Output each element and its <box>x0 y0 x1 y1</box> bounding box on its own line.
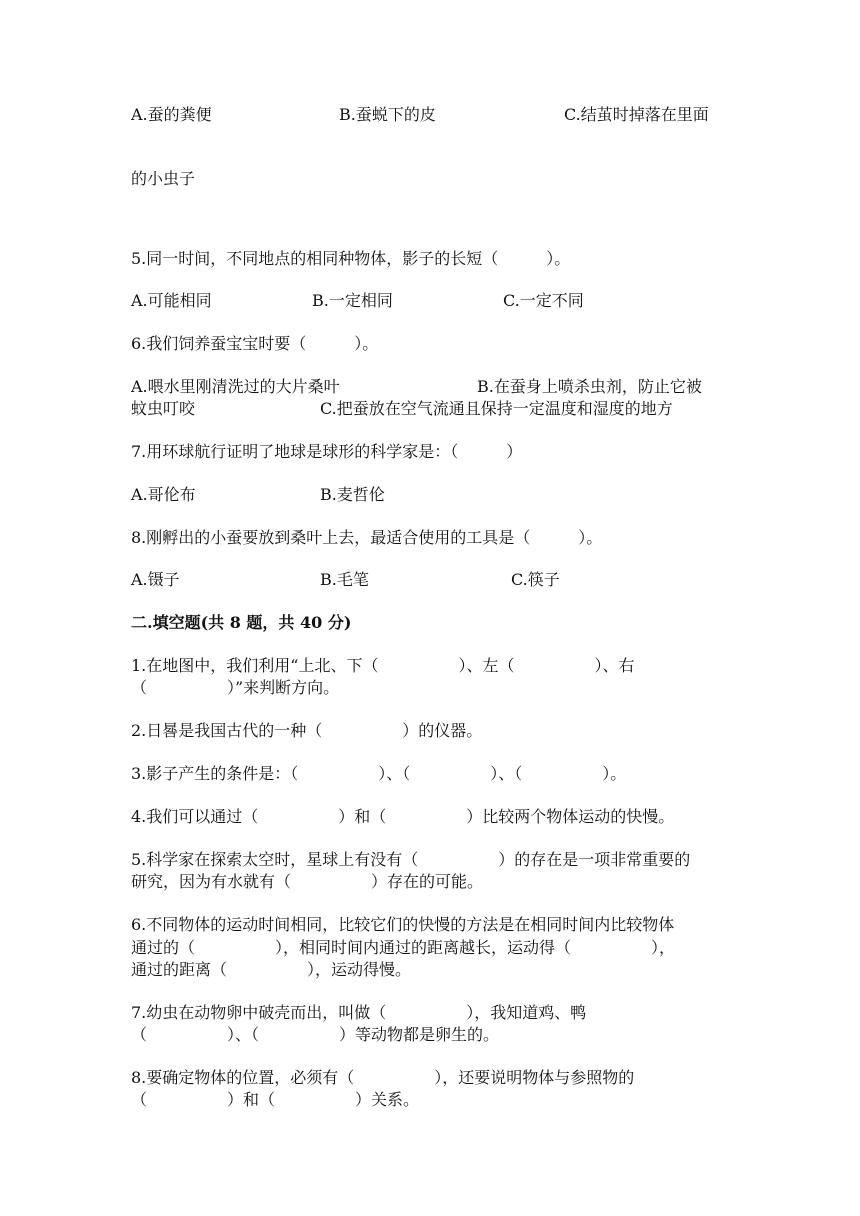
q5-option-b: B.一定相同 <box>312 291 393 310</box>
q4-option-a: A.蚕的粪便 <box>131 105 212 124</box>
q8-option-b: B.毛笔 <box>320 570 369 589</box>
fill-question-8-line2: （ ）和（ ）关系。 <box>131 1090 420 1109</box>
fill-question-8-line1: 8.要确定物体的位置，必须有（ ），还要说明物体与参照物的 <box>131 1068 635 1087</box>
fill-question-6-line1: 6.不同物体的运动时间相同，比较它们的快慢的方法是在相同时间内比较物体 <box>131 915 675 934</box>
q5-option-a: A.可能相同 <box>131 291 212 310</box>
fill-question-5-line1: 5.科学家在探索太空时，星球上有没有（ ）的存在是一项非常重要的 <box>131 850 691 869</box>
q4-option-b: B.蚕蜕下的皮 <box>339 105 436 124</box>
fill-question-1-line1: 1.在地图中，我们利用“上北、下（ ）、左（ ）、右 <box>131 656 635 675</box>
q5-stem: 5.同一时间，不同地点的相同种物体，影子的长短（ ）。 <box>131 249 571 268</box>
q6-stem: 6.我们饲养蚕宝宝时要（ ）。 <box>131 334 379 353</box>
fill-question-5-line2: 研究，因为有水就有（ ）存在的可能。 <box>131 872 484 891</box>
fill-question-6-line2: 通过的（ ），相同时间内通过的距离越长，运动得（ ）， <box>131 938 676 957</box>
q8-option-c: C.筷子 <box>511 570 560 589</box>
q8-stem: 8.刚孵出的小蚕要放到桑叶上去，最适合使用的工具是（ ）。 <box>131 528 603 547</box>
q7-option-a: A.哥伦布 <box>131 485 196 504</box>
fill-question-6-line3: 通过的距离（ ），运动得慢。 <box>131 960 412 979</box>
q4-option-c: C.结茧时掉落在里面 <box>564 105 709 124</box>
fill-question-7-line2: （ ）、（ ）等动物都是卵生的。 <box>131 1025 500 1044</box>
fill-question-3: 3.影子产生的条件是：（ ）、（ ）、（ ）。 <box>131 764 627 783</box>
fill-question-4: 4.我们可以通过（ ）和（ ）比较两个物体运动的快慢。 <box>131 807 675 826</box>
q8-option-a: A.镊子 <box>131 570 180 589</box>
q5-option-c: C.一定不同 <box>503 291 584 310</box>
q7-option-b: B.麦哲伦 <box>320 485 385 504</box>
q7-stem: 7.用环球航行证明了地球是球形的科学家是：（ ） <box>131 442 523 461</box>
fill-question-7-line1: 7.幼虫在动物卵中破壳而出，叫做（ ），我知道鸡、鸭 <box>131 1003 587 1022</box>
q6-option-b: B.在蚕身上喷杀虫剂，防止它被 <box>477 377 702 396</box>
fill-question-2: 2.日晷是我国古代的一种（ ）的仪器。 <box>131 721 483 740</box>
q6-option-c: C.把蚕放在空气流通且保持一定温度和湿度的地方 <box>320 399 673 418</box>
fill-question-1-line2: （ ）”来判断方向。 <box>131 678 340 697</box>
q4-option-c-continuation: 的小虫子 <box>131 169 196 188</box>
section-heading: 二.填空题(共 8 题，共 40 分) <box>131 613 352 632</box>
q6-option-a: A.喂水里刚清洗过的大片桑叶 <box>131 377 340 396</box>
q6-option-b-continuation: 蚊虫叮咬 <box>131 399 196 418</box>
